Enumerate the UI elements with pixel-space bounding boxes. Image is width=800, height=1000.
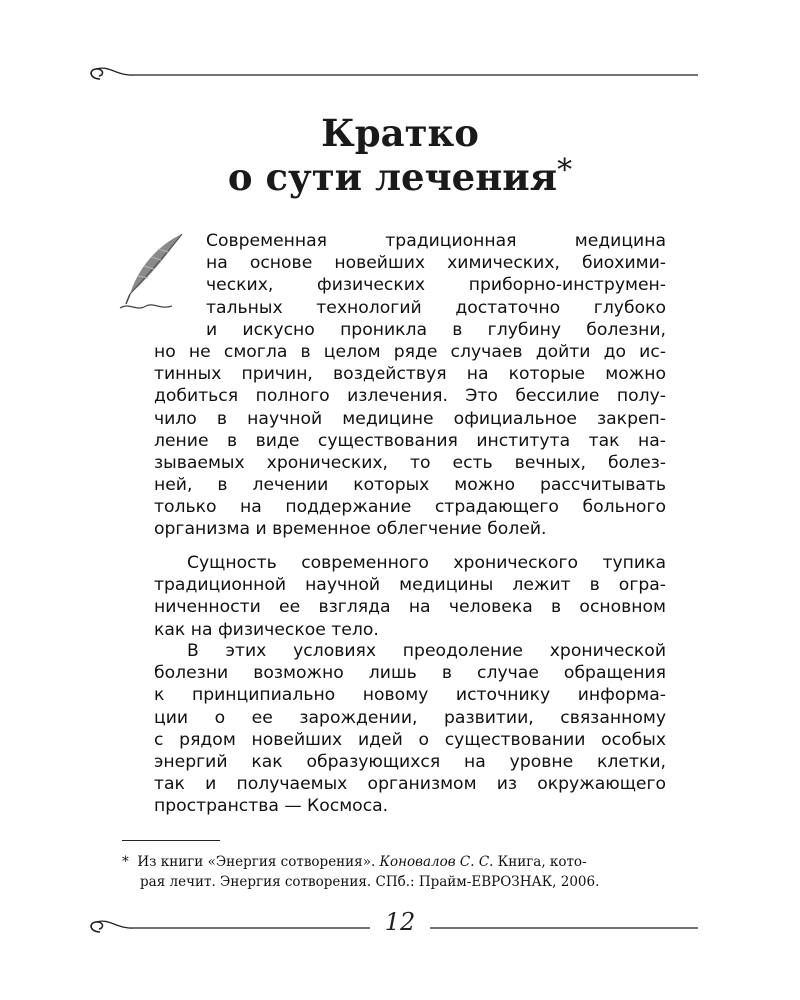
chapter-title-line-1: Кратко — [321, 111, 479, 155]
footnote-source: Из книги «Энергия сотворения». — [137, 854, 376, 870]
text-line: ции о ее зарождении, развитии, связанному — [154, 707, 666, 728]
text-line: Современная традиционная медицина — [206, 231, 666, 251]
text-line: только на поддержание страдающего больного — [154, 497, 666, 518]
text-line: и искусно проникла в глубину болезни, — [206, 319, 666, 340]
footnote-line-1 — [122, 852, 696, 872]
text-line: ниченности ее взгляда на человека в основном — [154, 597, 666, 618]
text-line: добиться полного излечения. Это бессилие полу- — [154, 386, 666, 407]
text-line: так и получаемых организмом из окружающего — [154, 774, 666, 795]
text-line: ней, в лечении которых можно рассчитывать — [154, 475, 666, 496]
footnote-line-2: рая лечит. Энергия сотворения. СПб.: Прайм-ЕВРОЗНАК, 2006. — [140, 874, 600, 890]
text-line: традиционной научной медицины лежит в огра- — [154, 575, 666, 596]
text-line: болезни возможно лишь в случае обращения — [154, 663, 666, 684]
text-line: Сущность современного хронического тупика — [187, 553, 666, 573]
swirl-rule-icon — [86, 62, 698, 86]
footnote-reference-mark: * — [557, 153, 573, 188]
text-line: организма и временное облегчение болей. — [154, 519, 547, 540]
text-line: энергий как образующихся на уровне клетки, — [154, 751, 666, 772]
text-line: ление в виде существования института так на- — [154, 430, 666, 451]
text-line: ческих, физических приборно-инструмен- — [206, 275, 666, 296]
footnote-author: Коновалов С. С. — [379, 854, 494, 870]
page-number: 12 — [370, 908, 430, 936]
text-line: с рядом новейших идей о существовании особых — [154, 729, 666, 750]
paragraph-1 — [154, 230, 666, 541]
paragraph-2 — [154, 552, 666, 641]
text-line: пространства — Космоса. — [154, 796, 389, 817]
text-line: на основе новейших химических, биохими- — [206, 253, 666, 274]
footnote-marker: * — [122, 854, 129, 870]
chapter-title-line-2 — [90, 153, 710, 202]
text-line: как на физическое тело. — [154, 619, 379, 640]
text-line: но не смогла в целом ряде случаев дойти до ис- — [154, 341, 666, 362]
footnote-divider — [122, 840, 220, 841]
chapter-title-text: о сути лечения — [227, 155, 558, 199]
text-line: зываемых хронических, то есть вечных, болез- — [154, 452, 666, 473]
footnote — [122, 852, 696, 892]
paragraph-3 — [154, 640, 666, 818]
footnote-continuation: Книга, кото- — [497, 854, 587, 870]
text-line: В этих условиях преодоление хронической — [187, 641, 666, 661]
text-line: тинных причин, воздействуя на которые можно — [154, 364, 666, 385]
text-line: к принципиально новому источнику информа- — [154, 685, 666, 706]
text-line: тальных технологий достаточно глубоко — [206, 297, 666, 318]
text-line: чило в научной медицине официальное закреп- — [154, 408, 666, 429]
